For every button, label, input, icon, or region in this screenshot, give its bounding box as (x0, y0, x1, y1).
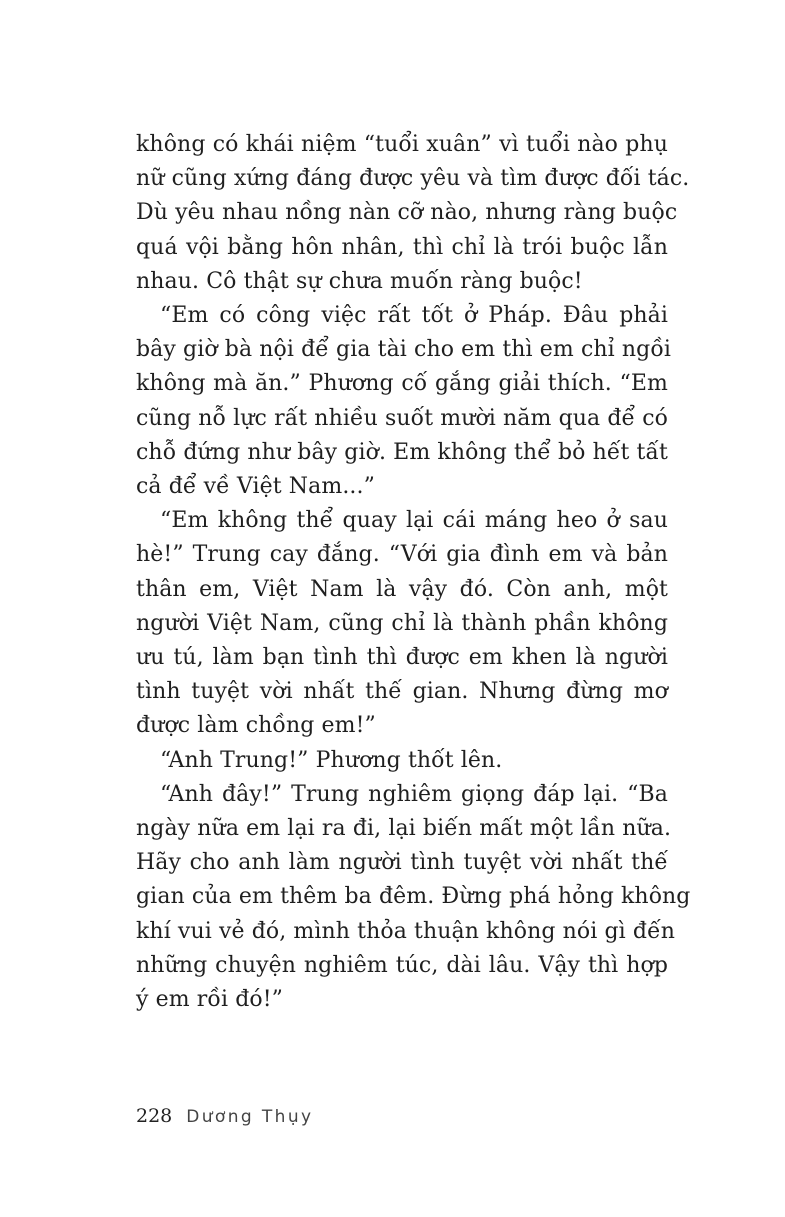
text-line: được làm chồng em!” (136, 713, 376, 739)
text-line: ưu tú, làm bạn tình thì được em khen là người (136, 645, 668, 671)
text-line: thân em, Việt Nam là vậy đó. Còn anh, một (136, 576, 668, 602)
text-line: “Em không thể quay lại cái máng heo ở sau (160, 508, 668, 534)
text-line: không mà ăn.” Phương cố gắng giải thích. “Em (136, 371, 668, 397)
text-line: ngày nữa em lại ra đi, lại biến mất một lần nữa. (136, 816, 672, 842)
text-line: quá vội bằng hôn nhân, thì chỉ là trói buộc lẫn (136, 234, 668, 260)
text-line: gian của em thêm ba đêm. Đừng phá hỏng không (136, 884, 691, 910)
text-line: “Anh Trung!” Phương thốt lên. (160, 747, 503, 773)
text-line: ý em rồi đó!” (136, 987, 284, 1013)
text-line: khí vui vẻ đó, mình thỏa thuận không nói gì đến (136, 918, 675, 944)
text-line: nhau. Cô thật sự chưa muốn ràng buộc! (136, 268, 583, 294)
text-line: Dù yêu nhau nồng nàn cỡ nào, nhưng ràng buộc (136, 200, 678, 226)
running-author: Dương Thụy (186, 1107, 314, 1127)
text-line: nữ cũng xứng đáng được yêu và tìm được đối tác. (136, 166, 690, 192)
text-line: cũng nỗ lực rất nhiều suốt mười năm qua để có (136, 405, 669, 431)
text-line: chỗ đứng như bây giờ. Em không thể bỏ hết tất (136, 439, 668, 465)
text-line: không có khái niệm “tuổi xuân” vì tuổi nào phụ (136, 132, 668, 157)
text-line: hè!” Trung cay đắng. “Với gia đình em và bản (136, 542, 668, 568)
text-line: bây giờ bà nội để gia tài cho em thì em chỉ ngồi (136, 337, 672, 363)
text-line: cả để về Việt Nam...” (136, 474, 375, 500)
text-line: người Việt Nam, cũng chỉ là thành phần không (136, 610, 668, 636)
text-line: Hãy cho anh làm người tình tuyệt vời nhất thế (136, 850, 668, 876)
page-footer (136, 1105, 314, 1135)
text-line: “Anh đây!” Trung nghiêm giọng đáp lại. “Ba (160, 781, 668, 807)
text-line: “Em có công việc rất tốt ở Pháp. Đâu phải (160, 303, 668, 329)
page-number: 228 (136, 1105, 173, 1127)
body-text (136, 128, 691, 1017)
text-line: tình tuyệt vời nhất thế gian. Nhưng đừng mơ (136, 679, 668, 705)
text-line: những chuyện nghiêm túc, dài lâu. Vậy thì hợp (136, 952, 668, 978)
